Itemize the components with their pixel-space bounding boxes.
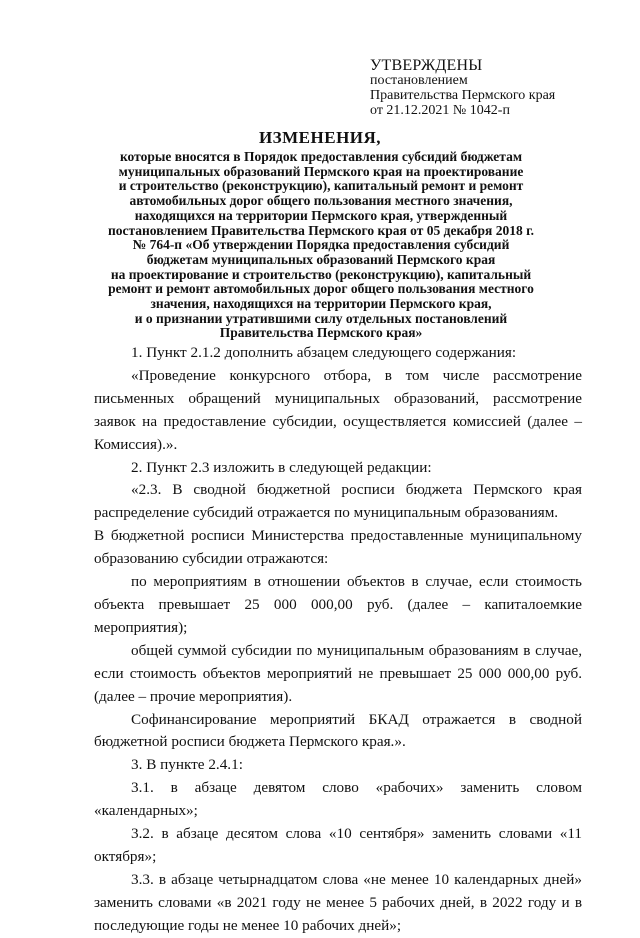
subtitle-line: ремонт и ремонт автомобильных дорог общего пользования местного <box>108 281 534 297</box>
document-subtitle <box>80 150 562 341</box>
paragraph-other-events: общей суммой субсидии по муниципальным образованиям в случае, если стоимость объектов мероприятий не превышает 25 000 000,00 руб. (далее – прочие мероприятия). <box>94 641 582 705</box>
paragraph-capital-events: по мероприятиям в отношении объектов в случае, если стоимость объекта превышает 25 000 000,00 руб. (далее – капиталоемкие мероприятия); <box>94 573 582 636</box>
subtitle-line: на проектирование и строительство (реконструкцию), капитальный <box>110 266 532 282</box>
document-title: ИЗМЕНЕНИЯ, <box>258 128 382 147</box>
subtitle-line: находящихся на территории Пермского края, утвержденный <box>134 207 508 223</box>
subtitle-line: № 764-п «Об утверждении Порядка предоставления субсидий <box>132 237 510 253</box>
paragraph-quote: «Проведение конкурсного отбора, в том числе рассмотрение письменных обращений муниципальных образований, рассмотрение заявок на предоставление субсидии, осуществляется комиссией (далее – Комиссия).». <box>94 366 582 453</box>
paragraph-item-3-3: 3.3. в абзаце четырнадцатом слова «не менее 10 календарных дней» заменить словами «в 2021 году не менее 5 рабочих дней, в 2022 году и в последующие годы не менее 10 рабочих дней»; <box>94 870 582 934</box>
subtitle-line: автомобильных дорог общего пользования местного значения, <box>129 193 513 209</box>
paragraph-item-1: 1. Пункт 2.1.2 дополнить абзацем следующего содержания: <box>131 344 517 361</box>
paragraph-item-3-1: 3.1. в абзаце девятом слово «рабочих» заменить словом «календарных»; <box>94 779 582 820</box>
subtitle-line: которые вносятся в Порядок предоставления субсидий бюджетам <box>119 149 523 164</box>
approval-line: от 21.12.2021 № 1042-п <box>370 103 510 118</box>
paragraph-item-2: 2. Пункт 2.3 изложить в следующей редакции: <box>131 458 432 476</box>
paragraph-ministry: В бюджетной росписи Министерства предоставленные муниципальному образованию субсидии отражаются: <box>94 527 582 568</box>
subtitle-line: значения, находящихся на территории Пермского края, <box>150 296 492 312</box>
approval-line: постановлением <box>370 73 468 88</box>
paragraph-item-3: 3. В пункте 2.4.1: <box>131 756 243 774</box>
subtitle-line: бюджетам муниципальных образований Пермского края <box>146 251 496 267</box>
approval-line: Правительства Пермского края <box>370 88 556 103</box>
paragraph-item-3-2: 3.2. в абзаце десятом слова «10 сентября» заменить словами «11 октября»; <box>94 825 582 865</box>
subtitle-line: и строительство (реконструкцию), капитальный ремонт и ремонт <box>118 178 524 194</box>
subtitle-line: постановлением Правительства Пермского края от 05 декабря 2018 г. <box>107 222 535 238</box>
paragraph-bkad: Софинансирование мероприятий БКАД отражается в сводной бюджетной росписи бюджета Пермского края.». <box>94 710 582 751</box>
paragraph-item-2-3: «2.3. В сводной бюджетной росписи бюджета Пермского края распределение субсидий отражается по муниципальным образованиям. <box>94 481 582 522</box>
approval-heading: УТВЕРЖДЕНЫ <box>370 57 483 74</box>
subtitle-line: муниципальных образований Пермского края на проектирование <box>118 163 524 179</box>
subtitle-line: Правительства Пермского края» <box>219 325 423 341</box>
document-body <box>94 342 582 938</box>
approval-stamp <box>370 58 555 118</box>
subtitle-line: и о признании утратившими силу отдельных постановлений <box>134 310 508 326</box>
